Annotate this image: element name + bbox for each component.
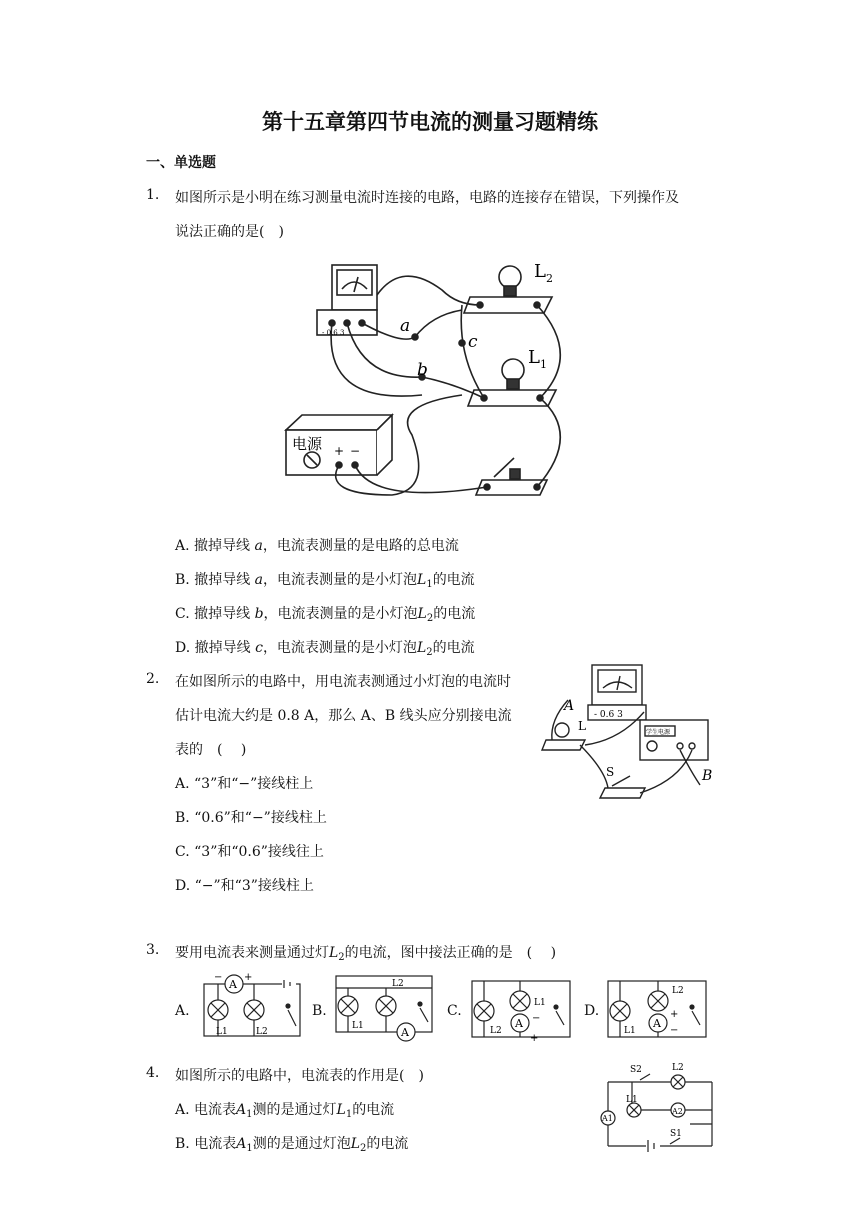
question-text: 估计电流大约是 0.8 A，那么 A、B 线头应分别接电流: [175, 708, 512, 724]
svg-text:L1: L1: [216, 1027, 228, 1037]
option-d: D. “−”和“3”接线柱上: [175, 878, 314, 894]
svg-text:L1: L1: [626, 1095, 638, 1105]
svg-text:+: +: [670, 1009, 679, 1020]
svg-text:S2: S2: [630, 1065, 642, 1075]
label-l2: $L_2$: [534, 261, 553, 285]
label-a: a: [400, 316, 411, 336]
question-text: 如图所示的电路中，电流表的作用是( ): [175, 1068, 424, 1084]
question-number: 1.: [146, 187, 160, 203]
circuit-diagram-d: [604, 975, 716, 1045]
section-heading: 一、单选题: [146, 155, 216, 171]
option-b: B. “0.6”和“−”接线柱上: [175, 810, 327, 826]
svg-text:L2: L2: [672, 1063, 684, 1073]
svg-text:L1: L1: [352, 1021, 364, 1031]
svg-text:L1: L1: [534, 998, 546, 1008]
label-power: 电源: [292, 435, 323, 453]
svg-text:S1: S1: [670, 1129, 682, 1139]
label-A: A: [564, 698, 575, 714]
meter-scale: - 0.6 3: [322, 329, 345, 337]
label-S: S: [606, 765, 615, 779]
svg-text:A1: A1: [602, 1114, 613, 1123]
svg-text:L2: L2: [392, 979, 404, 989]
option-a: A. 撤掉导线 a，电流表测量的是电路的总电流: [175, 538, 459, 554]
label-plus: +: [334, 444, 345, 458]
circuit-diagram-c: [468, 975, 580, 1045]
svg-text:L1: L1: [624, 1026, 636, 1036]
label-minus: −: [350, 444, 361, 458]
svg-text:A: A: [229, 978, 237, 991]
option-b: B. 电流表$A_1$测的是通过灯泡$L_2$的电流: [175, 1136, 409, 1154]
option-c: C.: [447, 1003, 462, 1019]
label-b: b: [417, 360, 428, 380]
option-a: A. “3”和“−”接线柱上: [175, 776, 314, 792]
option-b: B.: [312, 1003, 327, 1019]
question-number: 2.: [146, 671, 160, 687]
option-a: A.: [175, 1003, 190, 1019]
svg-text:−: −: [670, 1025, 679, 1036]
circuit-diagram-a: [198, 970, 308, 1042]
option-b: B. 撤掉导线 a，电流表测量的是小灯泡$L_1$的电流: [175, 572, 475, 590]
svg-text:A: A: [515, 1017, 523, 1030]
svg-text:L2: L2: [256, 1027, 268, 1037]
option-c: C. “3”和“0.6”接线往上: [175, 844, 324, 860]
power-label: 学生电源: [646, 729, 671, 736]
svg-text:A: A: [653, 1017, 661, 1030]
question-number: 3.: [146, 942, 160, 958]
question-number: 4.: [146, 1065, 160, 1081]
svg-text:A2: A2: [672, 1107, 683, 1116]
question-text: 如图所示是小明在练习测量电流时连接的电路，电路的连接存在错误，下列操作及: [175, 190, 679, 206]
svg-text:L2: L2: [672, 986, 684, 996]
option-d: D. 撤掉导线 c，电流表测量的是小灯泡$L_2$的电流: [175, 640, 475, 658]
question-text: 在如图所示的电路中，用电流表测通过小灯泡的电流时: [175, 674, 511, 690]
svg-text:+: +: [244, 972, 253, 983]
svg-text:−: −: [532, 1013, 541, 1024]
label-l1: $L_1$: [528, 347, 547, 371]
svg-text:L2: L2: [490, 1026, 502, 1036]
svg-text:−: −: [214, 972, 223, 983]
question-text: 表的 ( ): [175, 742, 247, 758]
svg-text:+: +: [530, 1033, 539, 1044]
circuit-diagram-b: [332, 970, 442, 1042]
label-c: c: [468, 332, 478, 352]
question-text: 说法正确的是( ): [175, 224, 284, 240]
label-B: B: [702, 768, 713, 784]
meter-scale: - 0.6 3: [594, 710, 623, 720]
label-L: L: [578, 719, 586, 733]
option-d: D.: [584, 1003, 600, 1019]
option-a: A. 电流表$A_1$测的是通过灯$L_1$的电流: [175, 1102, 395, 1120]
option-c: C. 撤掉导线 b，电流表测量的是小灯泡$L_2$的电流: [175, 606, 476, 624]
question-text: 要用电流表来测量通过灯$L_2$的电流，图中接法正确的是 ( ): [175, 945, 557, 963]
svg-text:A: A: [401, 1026, 409, 1039]
circuit-figure-q4: [594, 1058, 720, 1158]
circuit-figure-q1: [282, 255, 572, 505]
page-title: 第十五章第四节电流的测量习题精练: [262, 110, 598, 134]
circuit-figure-q2: [540, 660, 725, 805]
